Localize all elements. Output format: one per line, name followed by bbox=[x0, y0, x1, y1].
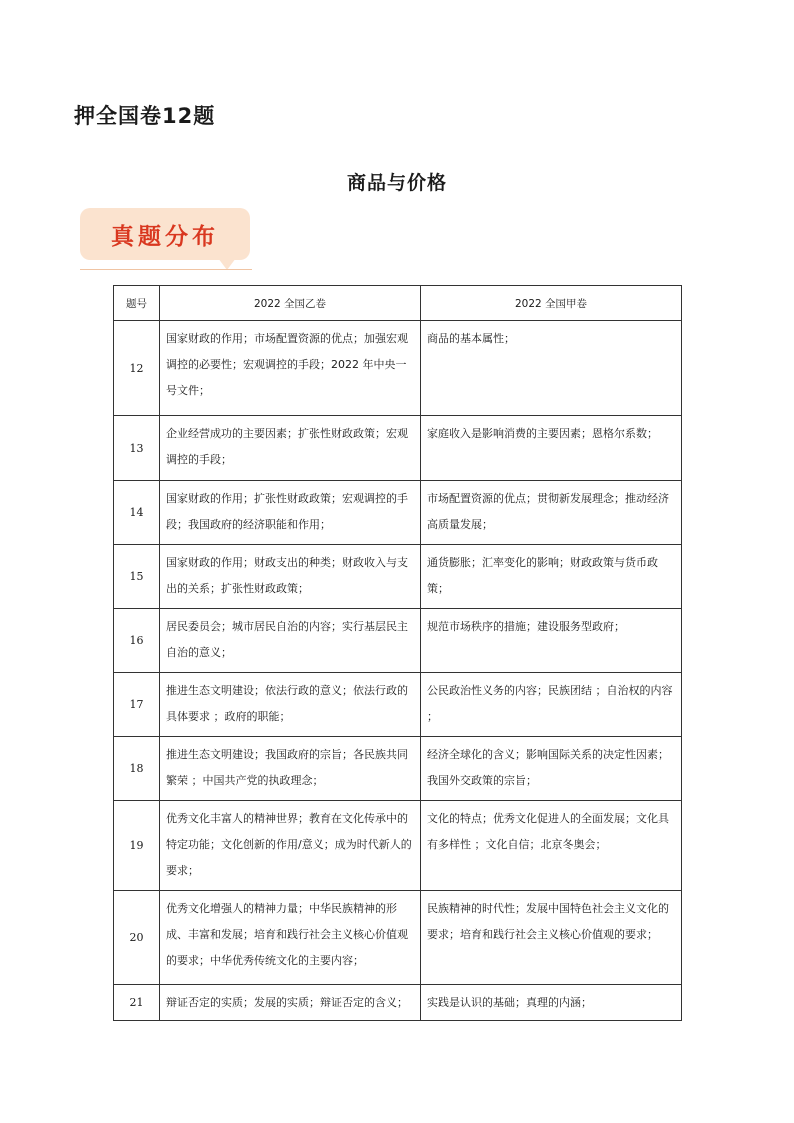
paper-a-topics: 实践是认识的基础；真理的内涵； bbox=[421, 985, 682, 1021]
question-distribution-table bbox=[113, 285, 682, 1021]
table-row bbox=[114, 481, 682, 545]
question-number: 16 bbox=[114, 609, 160, 673]
question-number: 15 bbox=[114, 545, 160, 609]
table-row bbox=[114, 673, 682, 737]
paper-a-topics: 通货膨胀；汇率变化的影响；财政政策与货币政策； bbox=[421, 545, 682, 609]
paper-a-topics: 经济全球化的含义；影响国际关系的决定性因素；我国外交政策的宗旨； bbox=[421, 737, 682, 801]
table-row bbox=[114, 737, 682, 801]
question-number: 19 bbox=[114, 801, 160, 891]
paper-b-topics: 居民委员会；城市居民自治的内容；实行基层民主自治的意义； bbox=[160, 609, 421, 673]
paper-b-topics: 推进生态文明建设；依法行政的意义；依法行政的具体要求 ；政府的职能； bbox=[160, 673, 421, 737]
header-question-number: 题号 bbox=[114, 286, 160, 321]
paper-b-topics: 国家财政的作用；扩张性财政政策；宏观调控的手段；我国政府的经济职能和作用； bbox=[160, 481, 421, 545]
paper-a-topics: 规范市场秩序的措施；建设服务型政府； bbox=[421, 609, 682, 673]
question-number: 12 bbox=[114, 321, 160, 416]
table-header-row bbox=[114, 286, 682, 321]
paper-b-topics: 国家财政的作用；市场配置资源的优点；加强宏观调控的必要性；宏观调控的手段；2022 年中央一号文件； bbox=[160, 321, 421, 416]
table-row bbox=[114, 321, 682, 416]
table-row bbox=[114, 416, 682, 481]
paper-a-topics: 公民政治性义务的内容；民族团结 ；自治权的内容 ； bbox=[421, 673, 682, 737]
question-number: 18 bbox=[114, 737, 160, 801]
section-title: 商品与价格 bbox=[346, 172, 447, 194]
document-title: 押全国卷12题 bbox=[74, 104, 216, 128]
badge-underline bbox=[80, 269, 252, 270]
question-number: 13 bbox=[114, 416, 160, 481]
question-number: 14 bbox=[114, 481, 160, 545]
header-national-paper-a: 2022 全国甲卷 bbox=[421, 286, 682, 321]
header-national-paper-b: 2022 全国乙卷 bbox=[160, 286, 421, 321]
question-number: 21 bbox=[114, 985, 160, 1021]
paper-a-topics: 家庭收入是影响消费的主要因素；恩格尔系数； bbox=[421, 416, 682, 481]
table-row bbox=[114, 609, 682, 673]
paper-b-topics: 优秀文化增强人的精神力量；中华民族精神的形成、丰富和发展；培育和践行社会主义核心价值观的要求；中华优秀传统文化的主要内容； bbox=[160, 891, 421, 985]
paper-a-topics: 商品的基本属性； bbox=[421, 321, 682, 416]
paper-a-topics: 文化的特点；优秀文化促进人的全面发展；文化具有多样性 ；文化自信；北京冬奥会； bbox=[421, 801, 682, 891]
table-row bbox=[114, 801, 682, 891]
paper-a-topics: 市场配置资源的优点；贯彻新发展理念；推动经济高质量发展； bbox=[421, 481, 682, 545]
question-number: 20 bbox=[114, 891, 160, 985]
question-number: 17 bbox=[114, 673, 160, 737]
table-row bbox=[114, 545, 682, 609]
section-badge bbox=[80, 208, 250, 260]
paper-a-topics: 民族精神的时代性；发展中国特色社会主义文化的要求；培育和践行社会主义核心价值观的要求； bbox=[421, 891, 682, 985]
table-row bbox=[114, 891, 682, 985]
badge-label: 真题分布 bbox=[111, 223, 219, 250]
table-row bbox=[114, 985, 682, 1021]
paper-b-topics: 推进生态文明建设；我国政府的宗旨；各民族共同繁荣 ；中国共产党的执政理念； bbox=[160, 737, 421, 801]
paper-b-topics: 企业经营成功的主要因素；扩张性财政政策；宏观调控的手段； bbox=[160, 416, 421, 481]
paper-b-topics: 优秀文化丰富人的精神世界；教育在文化传承中的特定功能；文化创新的作用/意义；成为时代新人的要求； bbox=[160, 801, 421, 891]
paper-b-topics: 辩证否定的实质；发展的实质；辩证否定的含义； bbox=[160, 985, 421, 1021]
paper-b-topics: 国家财政的作用；财政支出的种类；财政收入与支出的关系；扩张性财政政策； bbox=[160, 545, 421, 609]
